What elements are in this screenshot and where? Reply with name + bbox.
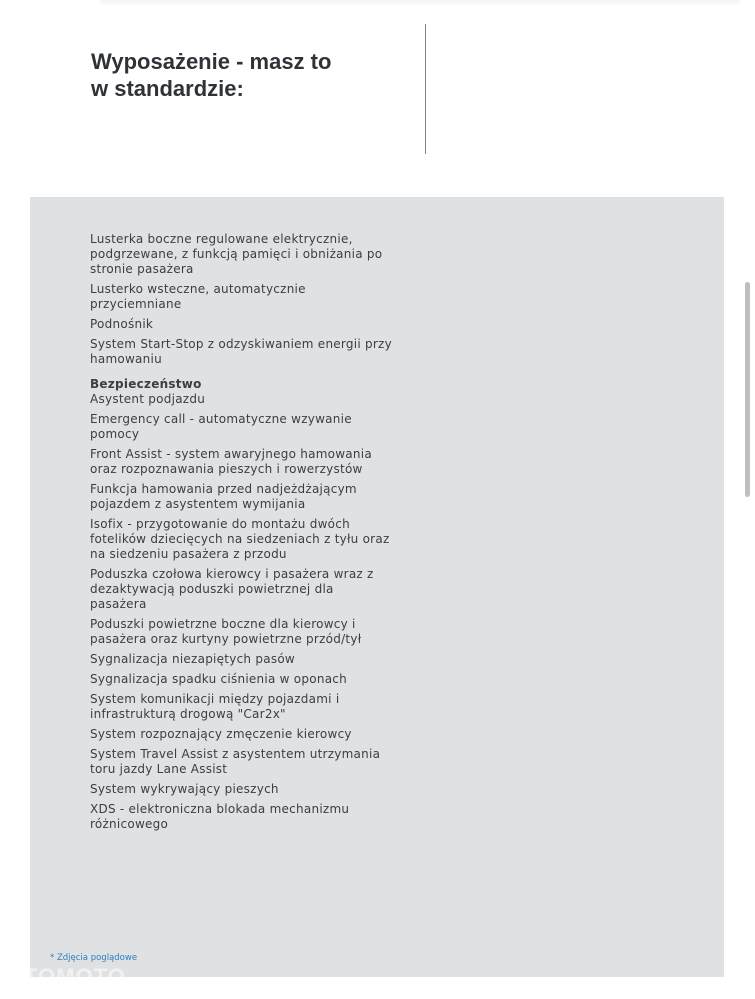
equipment-item-line: Funkcja hamowania przed nadjeżdżającym xyxy=(90,482,357,496)
equipment-item-line: pomocy xyxy=(90,427,140,441)
equipment-item-line: System rozpoznający zmęczenie kierowcy xyxy=(90,727,352,741)
equipment-item xyxy=(90,617,375,647)
equipment-item-line: podgrzewane, z funkcją pamięci i obniżania po xyxy=(90,247,383,261)
page-title-line-2: w standardzie: xyxy=(91,76,244,101)
equipment-item-line: Asystent podjazdu xyxy=(90,392,206,406)
equipment-item xyxy=(90,747,381,777)
equipment-item xyxy=(90,447,375,477)
footnote: * Zdjęcia poglądowe xyxy=(50,953,138,963)
equipment-item-line: System wykrywający pieszych xyxy=(90,782,279,796)
equipment-item-line: hamowaniu xyxy=(90,352,162,366)
equipment-item xyxy=(90,412,375,442)
equipment-item-line: oraz rozpoznawania pieszych i rowerzystów xyxy=(90,462,363,476)
equipment-item-line: przyciemniane xyxy=(90,297,182,311)
equipment-item-line: System Start-Stop z odzyskiwaniem energii przy xyxy=(90,337,392,351)
equipment-item xyxy=(90,802,375,832)
equipment-item-line: Isofix - przygotowanie do montażu dwóch xyxy=(90,517,350,531)
equipment-item-line: na siedzeniu pasażera z przodu xyxy=(90,547,287,561)
equipment-item-line: toru jazdy Lane Assist xyxy=(90,762,228,776)
equipment-item-line: Bezpieczeństwo xyxy=(90,377,202,391)
equipment-item xyxy=(90,672,375,687)
equipment-item xyxy=(90,337,392,367)
scrollbar-thumb[interactable] xyxy=(745,282,750,497)
watermark-logo: OTOMOTO xyxy=(6,964,126,989)
page-title-line-1: Wyposażenie - masz to xyxy=(91,49,332,74)
section-heading xyxy=(90,377,375,392)
equipment-item-line: dezaktywacją poduszki powietrznej dla xyxy=(90,582,334,596)
equipment-item xyxy=(90,782,375,797)
equipment-item xyxy=(90,282,375,312)
equipment-item-line: fotelików dziecięcych na siedzeniach z tyłu oraz xyxy=(90,532,390,546)
equipment-item-line: Sygnalizacja niezapiętych pasów xyxy=(90,652,295,666)
equipment-item xyxy=(90,392,375,407)
equipment-item xyxy=(90,652,375,667)
equipment-panel xyxy=(30,197,724,977)
equipment-item-line: Sygnalizacja spadku ciśnienia w oponach xyxy=(90,672,348,686)
equipment-item-line: pojazdem z asystentem wymijania xyxy=(90,497,306,511)
equipment-item xyxy=(90,232,383,277)
equipment-item-line: System Travel Assist z asystentem utrzymania xyxy=(90,747,381,761)
equipment-item-line: Front Assist - system awaryjnego hamowania xyxy=(90,447,372,461)
equipment-item-line: XDS - elektroniczna blokada mechanizmu xyxy=(90,802,350,816)
equipment-item-line: stronie pasażera xyxy=(90,262,194,276)
equipment-item-line: infrastrukturą drogową "Car2x" xyxy=(90,707,286,721)
equipment-item-line: Poduszka czołowa kierowcy i pasażera wraz z xyxy=(90,567,374,581)
equipment-item-line: Podnośnik xyxy=(90,317,154,331)
equipment-item-line: Poduszki powietrzne boczne dla kierowcy i xyxy=(90,617,356,631)
equipment-item-line: różnicowego xyxy=(90,817,169,831)
equipment-item-line: pasażera xyxy=(90,597,147,611)
equipment-item xyxy=(90,317,375,332)
equipment-list xyxy=(90,232,392,837)
vertical-divider xyxy=(425,24,426,154)
equipment-item xyxy=(90,692,375,722)
top-edge-shadow xyxy=(100,0,740,6)
equipment-item-line: Emergency call - automatyczne wzywanie xyxy=(90,412,352,426)
equipment-item xyxy=(90,567,375,612)
equipment-item xyxy=(90,517,390,562)
equipment-item-line: Lusterka boczne regulowane elektrycznie, xyxy=(90,232,353,246)
equipment-item xyxy=(90,482,375,512)
equipment-item-line: System komunikacji między pojazdami i xyxy=(90,692,340,706)
equipment-item-line: Lusterko wsteczne, automatycznie xyxy=(90,282,306,296)
equipment-item-line: pasażera oraz kurtyny powietrzne przód/tył xyxy=(90,632,362,646)
page-title xyxy=(91,48,391,102)
equipment-item xyxy=(90,727,375,742)
